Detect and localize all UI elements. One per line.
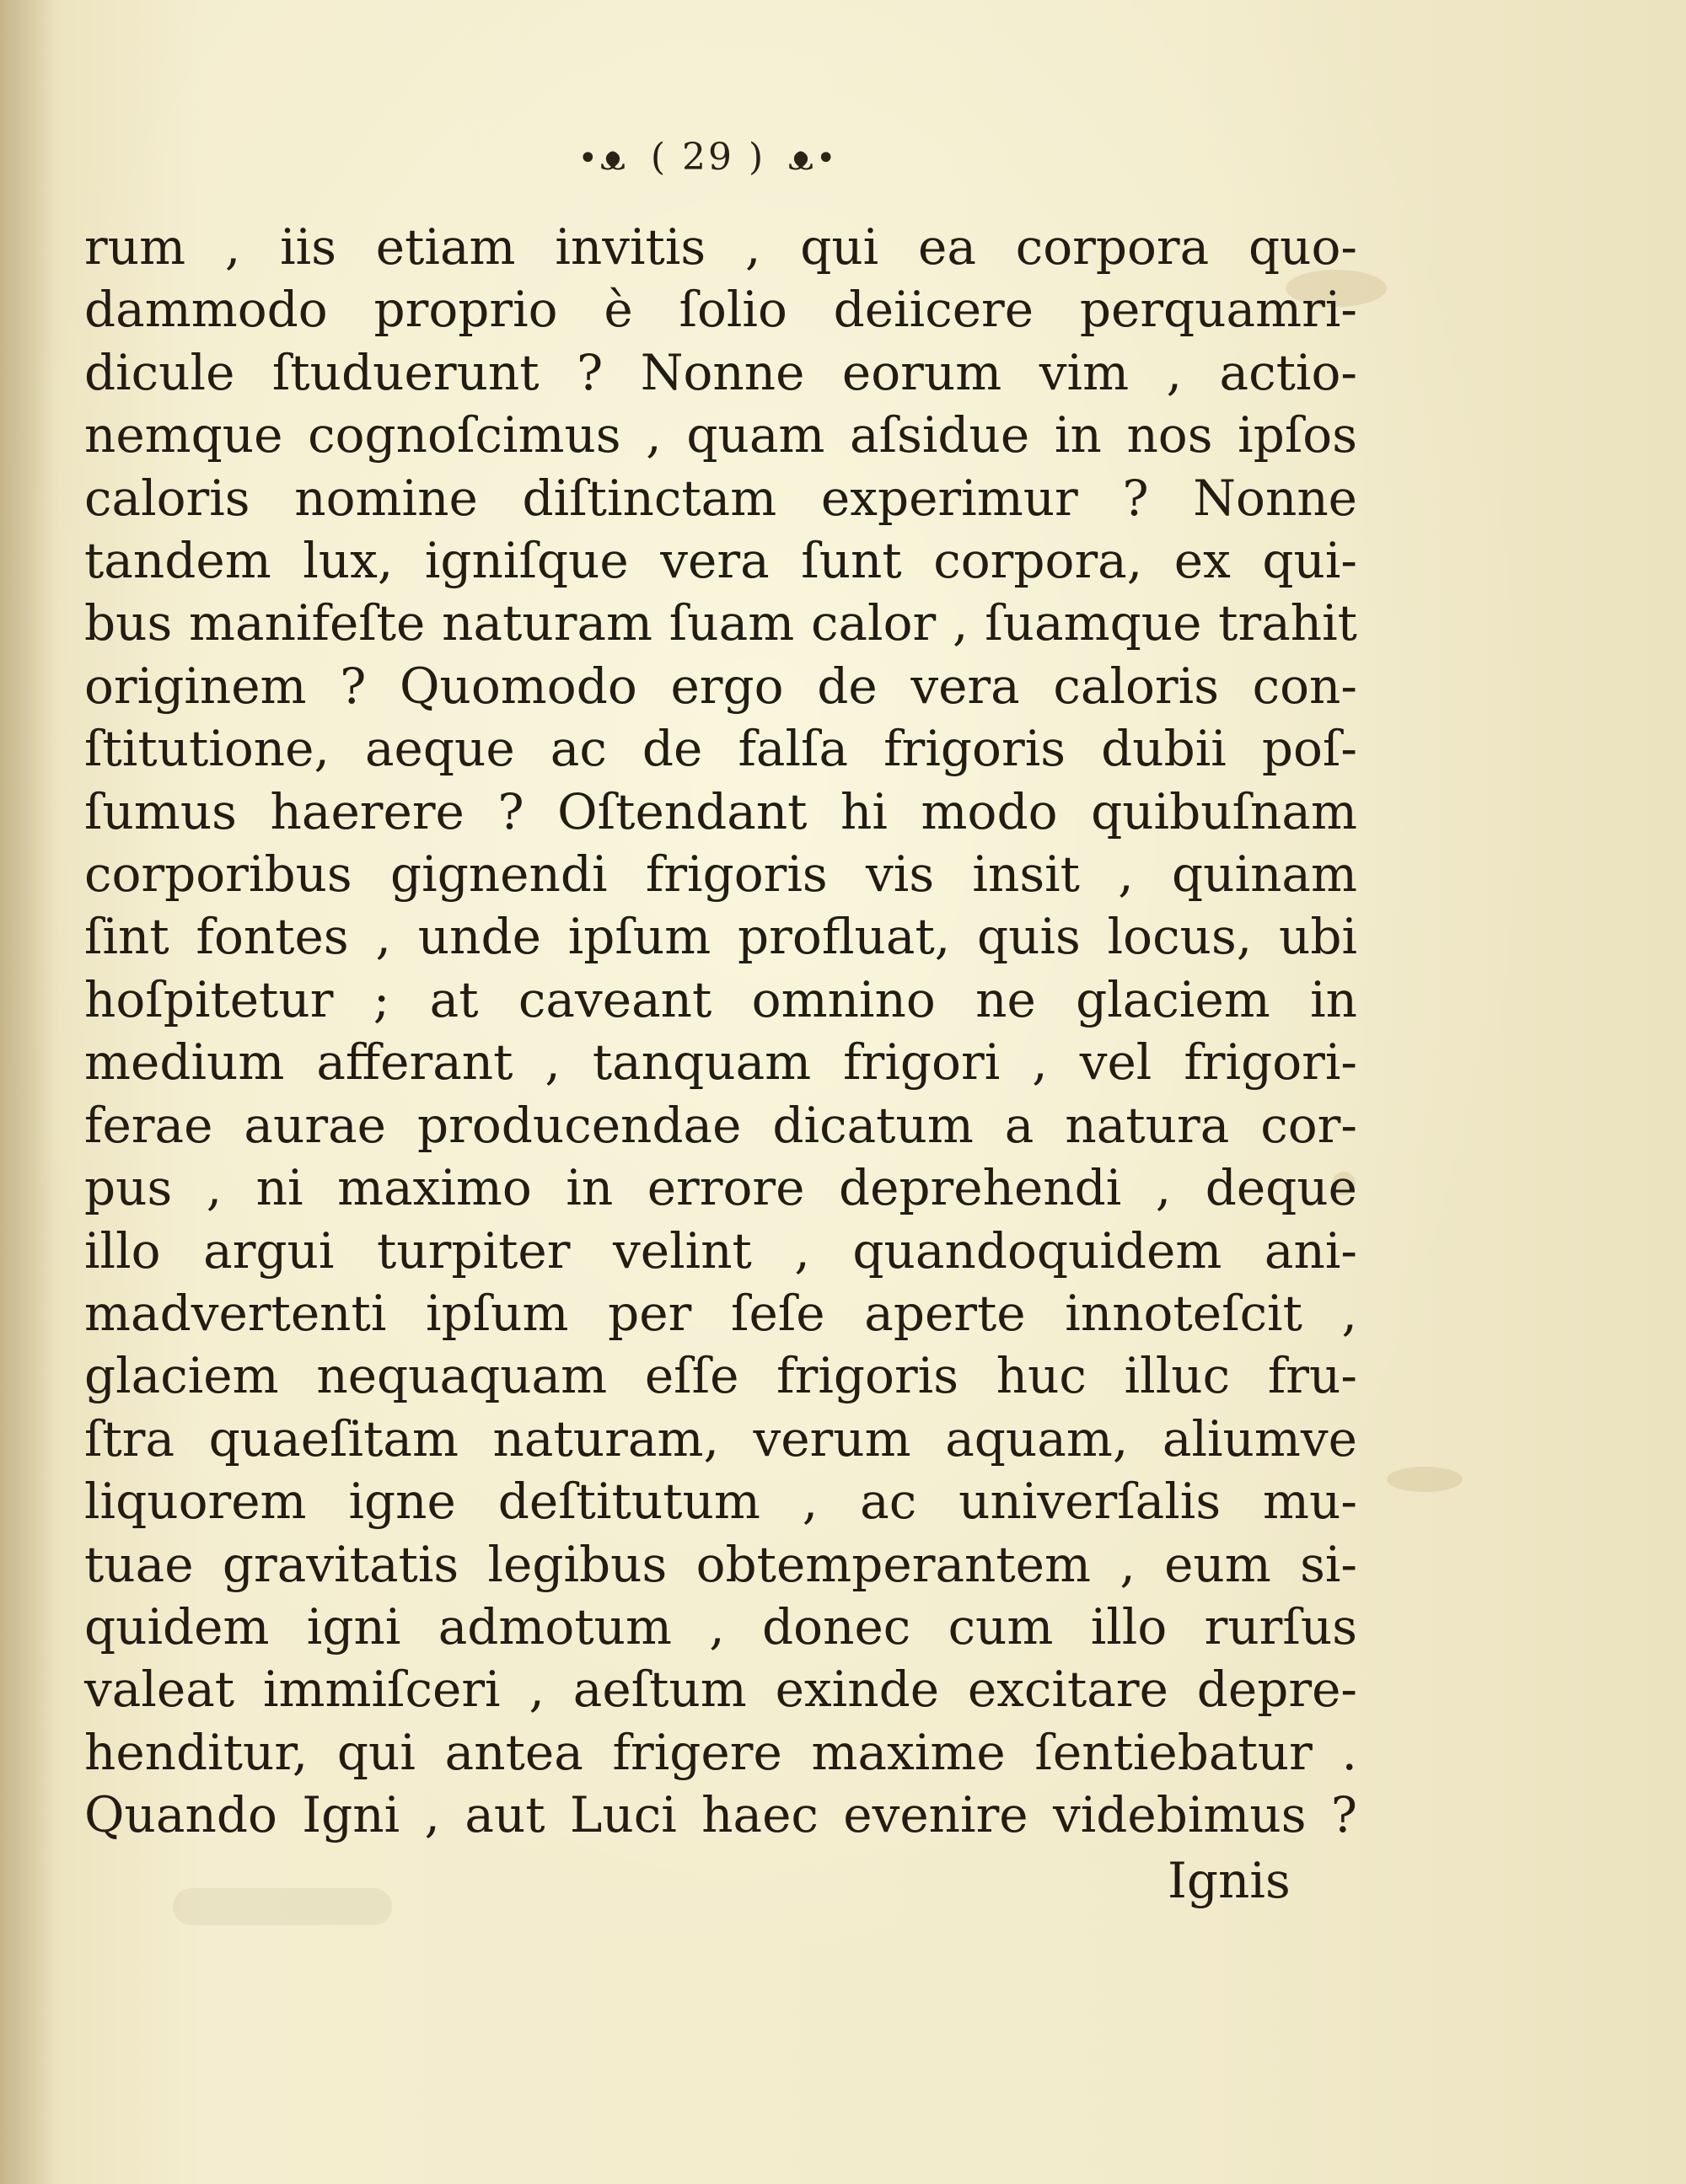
catchword: Ignis: [1168, 1852, 1291, 1909]
page-number: ( 29 ): [650, 136, 766, 179]
text-line-25: henditur, qui antea frigere maxime ſentiebatur .: [84, 1723, 1357, 1781]
text-line-16: pus , ni maximo in errore deprehendi , deque: [84, 1159, 1357, 1217]
text-line-10: ſumus haerere ? Oſtendant hi modo quibuſnam: [84, 782, 1357, 840]
text-line-17: illo argui turpiter velint , quandoquidem ani-: [84, 1221, 1357, 1280]
text-line-21: liquorem igne deſtitutum , ac univerſalis mu-: [84, 1473, 1357, 1531]
text-line-5: caloris nomine diſtinctam experimur ? Nonne: [84, 469, 1357, 527]
gutter-shadow: [0, 0, 59, 2184]
text-line-6: tandem lux, igniſque vera ſunt corpora, ex qui-: [84, 532, 1357, 590]
text-line-13: hoſpitetur ; at caveant omnino ne glaciem in: [84, 970, 1357, 1028]
text-line-2: dammodo proprio è ſolio deiicere perquamri-: [84, 281, 1357, 339]
paper-stain: [1387, 1467, 1463, 1492]
text-line-7: bus manifeſte naturam ſuam calor , ſuamque trahit: [84, 594, 1357, 652]
text-line-12: ſint fontes , unde ipſum profluat, quis locus, ubi: [84, 908, 1357, 966]
text-line-11: corporibus gignendi frigoris vis insit , quinam: [84, 845, 1357, 904]
text-line-22: tuae gravitatis legibus obtemperantem , eum si-: [84, 1535, 1357, 1593]
text-line-26: Quando Igni , aut Luci haec evenire videbimus ?: [84, 1786, 1357, 1844]
show-through-text: [173, 1888, 392, 1925]
text-line-19: glaciem nequaquam eſſe frigoris huc illuc fru-: [84, 1347, 1357, 1405]
text-line-24: valeat immiſceri , aeſtum exinde excitare depre-: [84, 1661, 1357, 1719]
text-line-18: madvertenti ipſum per ſeſe aperte innoteſcit ,: [84, 1284, 1357, 1342]
text-line-8: originem ? Quomodo ergo de vera caloris con-: [84, 657, 1357, 715]
text-line-14: medium afferant , tanquam frigori , vel frigori-: [84, 1033, 1357, 1092]
text-line-9: ſtitutione, aeque ac de falſa frigoris dubii poſ-: [84, 720, 1357, 778]
text-line-4: nemque cognoſcimus , quam aſsidue in nos ipſos: [84, 406, 1357, 464]
text-line-3: dicule ſtuduerunt ? Nonne eorum vim , actio-: [84, 343, 1357, 401]
text-line-15: ferae aurae producendae dicatum a natura cor-: [84, 1096, 1357, 1154]
text-line-20: ſtra quaeſitam naturam, verum aquam, aliumve: [84, 1409, 1357, 1468]
text-line-1: rum , iis etiam invitis , qui ea corpora quo-: [84, 218, 1357, 276]
page-header: [0, 136, 1416, 179]
left-ornament-icon: •ᴥ: [577, 139, 628, 178]
right-ornament-icon: ᴥ•: [788, 139, 839, 178]
main-text: [84, 216, 1357, 1847]
text-line-23: quidem igni admotum , donec cum illo rurſus: [84, 1597, 1357, 1655]
